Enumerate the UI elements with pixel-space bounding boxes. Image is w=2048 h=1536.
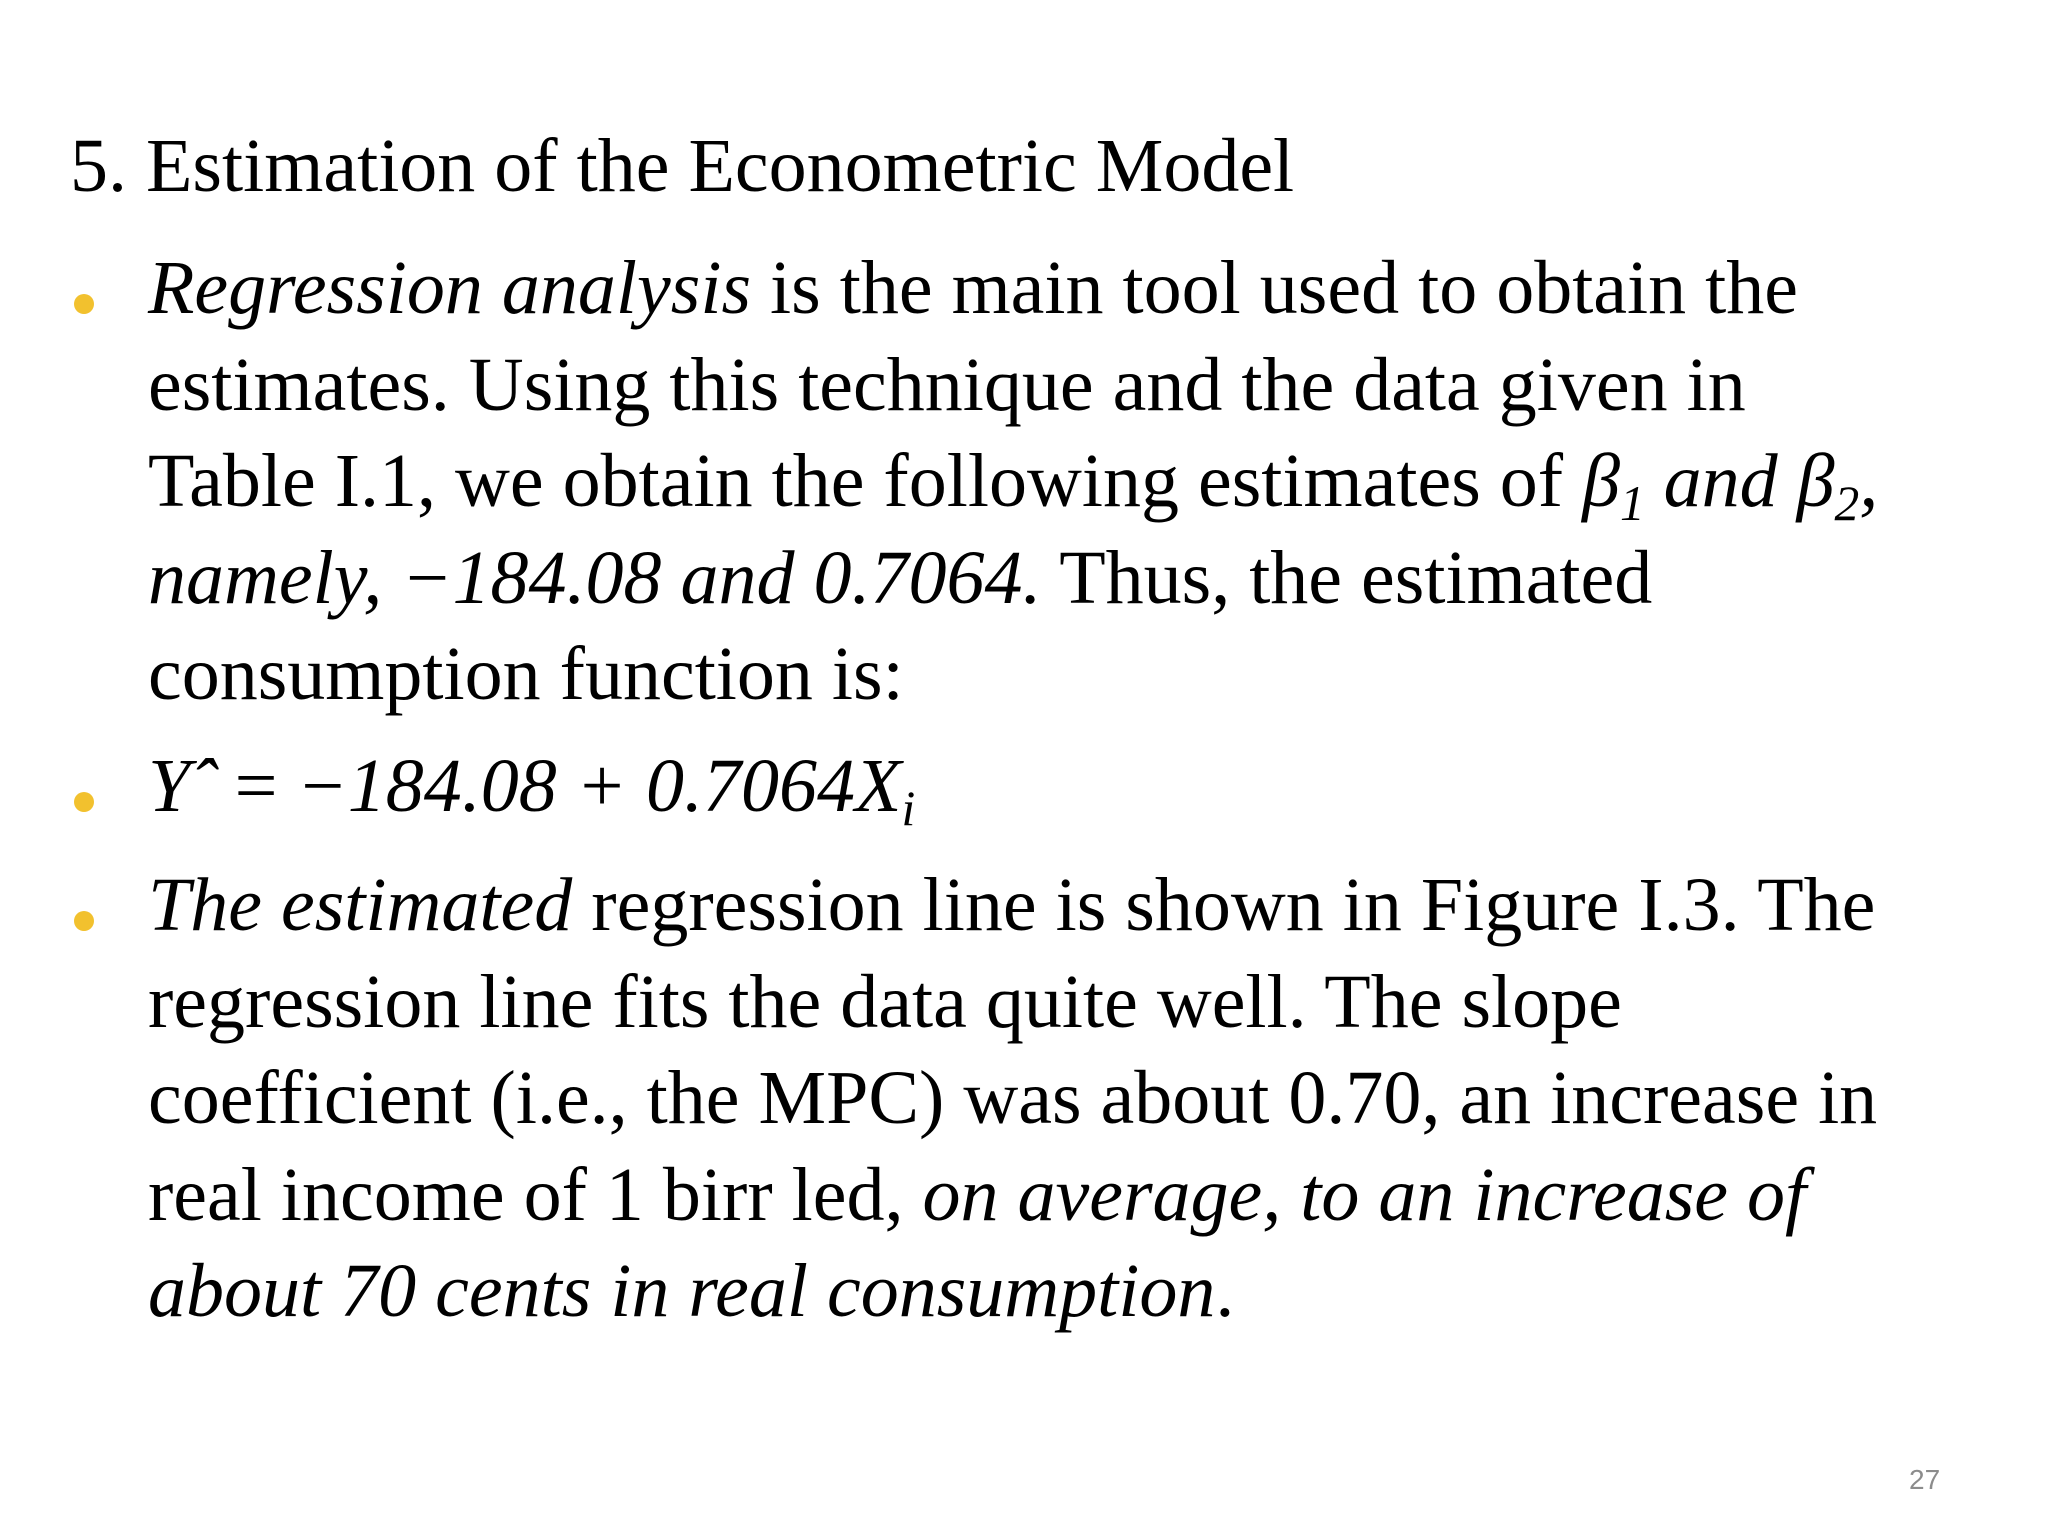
- italic-text: −184.08 + 0.7064X: [296, 744, 902, 828]
- italic-text: Yˆ: [148, 744, 216, 828]
- bullet-dot-icon: [74, 911, 94, 931]
- bullet-line: [148, 433, 2048, 530]
- bullet-line: [148, 626, 2048, 723]
- bullet-text: [148, 857, 2048, 1340]
- text-run: real income of 1 birr led,: [148, 1152, 923, 1237]
- slide-title: 5. Estimation of the Econometric Model: [70, 124, 1295, 208]
- text-run: consumption function is:: [148, 632, 904, 716]
- bullet-text: [148, 738, 2048, 835]
- italic-text: Regression analysis: [148, 246, 752, 330]
- italic-text: The estimated: [148, 863, 573, 947]
- bullet-line: [148, 738, 2048, 835]
- italic-text: ,: [1859, 439, 1879, 523]
- bullet-line: [148, 530, 2048, 627]
- text-run: Table I.1, we obtain the following estimates of: [148, 439, 1583, 523]
- text-run: =: [215, 744, 297, 828]
- text-run: .: [1215, 1249, 1235, 1333]
- page-number: 27: [1909, 1464, 1941, 1495]
- bullet-line: [148, 240, 2048, 337]
- italic-text: β: [1582, 439, 1620, 523]
- text-run: regression line is shown in Figure I.3. The: [572, 863, 1876, 947]
- italic-text: namely, −184.08 and 0.7064.: [148, 535, 1042, 620]
- subscript-text: 1: [1619, 475, 1645, 531]
- bullet-text: [148, 240, 2048, 723]
- bullet-line: [148, 337, 2048, 434]
- subscript-text: i: [901, 780, 916, 836]
- italic-text: about 70 cents in real consumption: [148, 1249, 1216, 1333]
- bullet-line: [148, 1050, 2048, 1147]
- italic-text: on average, to an increase of: [922, 1152, 1807, 1237]
- text-run: regression line fits the data quite well. The slope: [148, 959, 1622, 1044]
- bullet-line: [148, 954, 2048, 1051]
- subscript-text: 2: [1834, 475, 1860, 531]
- text-run: estimates. Using this technique and the data given in: [148, 342, 1746, 427]
- text-run: coefficient (i.e., the MPC) was about 0.70, an increase in: [148, 1056, 1878, 1140]
- text-run: is the main tool used to obtain the: [751, 246, 1798, 330]
- bullet-line: [148, 1243, 2048, 1340]
- italic-text: and β: [1644, 439, 1835, 523]
- bullet-dot-icon: [74, 792, 94, 812]
- bullet-line: [148, 857, 2048, 954]
- bullet-line: [148, 1147, 2048, 1244]
- bullet-dot-icon: [74, 294, 94, 314]
- text-run: Thus, the estimated: [1041, 535, 1653, 620]
